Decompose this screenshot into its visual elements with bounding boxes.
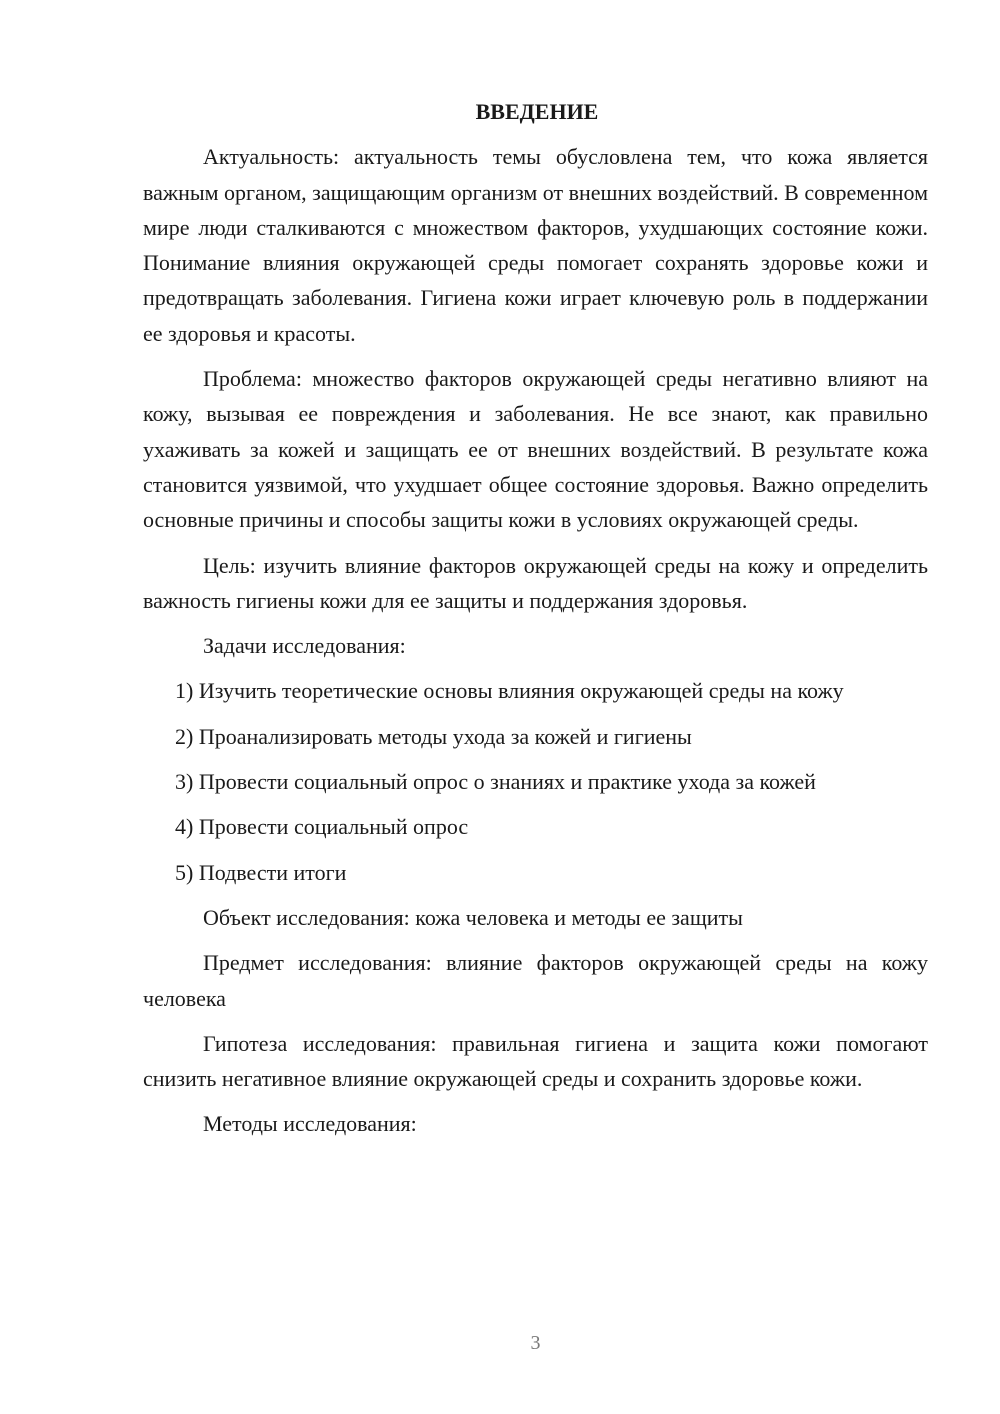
object-paragraph: Объект исследования: кожа человека и методы ее защиты (203, 904, 743, 930)
document-page (143, 94, 928, 1152)
relevance-paragraph: Актуальность: актуальность темы обусловлена тем, что кожа является важным органом, защищающим организм от внешних воздействий. В современном мире люди сталкиваются с множеством факторов, ухудшающих состояние кожи. Понимание влияния окружающей среды помогает сохранять здоровье кожи и предотвращать заболевания. Гигиена кожи играет ключевую роль в поддержании ее здоровья и красоты. (143, 144, 928, 346)
list-item: 4) Провести социальный опрос (175, 814, 469, 840)
page-number: 3 (530, 1332, 541, 1354)
list-item: 5) Подвести итоги (175, 859, 347, 885)
list-item: 1) Изучить теоретические основы влияния окружающей среды на кожу (175, 678, 844, 704)
tasks-list (143, 673, 928, 889)
section-heading: ВВЕДЕНИЕ (475, 99, 599, 124)
tasks-heading: Задачи исследования: (203, 633, 406, 659)
subject-paragraph: Предмет исследования: влияние факторов окружающей среды на кожу человека (143, 950, 928, 1011)
list-item: 2) Проанализировать методы ухода за кожей и гигиены (175, 723, 692, 749)
hypothesis-paragraph: Гипотеза исследования: правильная гигиена и защита кожи помогают снизить негативное влияние окружающей среды и сохранить здоровье кожи. (143, 1030, 928, 1092)
list-item: 3) Провести социальный опрос о знаниях и практике ухода за кожей (175, 769, 816, 795)
methods-heading: Методы исследования: (203, 1111, 417, 1137)
problem-paragraph: Проблема: множество факторов окружающей среды негативно влияют на кожу, вызывая ее повреждения и заболевания. Не все знают, как правильно ухаживать за кожей и защищать ее от внешних воздействий. В результате кожа становится уязвимой, что ухудшает общее состояние здоровья. Важно определить основные причины и способы защиты кожи в условиях окружающей среды. (143, 366, 928, 533)
goal-paragraph: Цель: изучить влияние факторов окружающей среды на кожу и определить важность гигиены кожи для ее защиты и поддержания здоровья. (143, 552, 928, 613)
